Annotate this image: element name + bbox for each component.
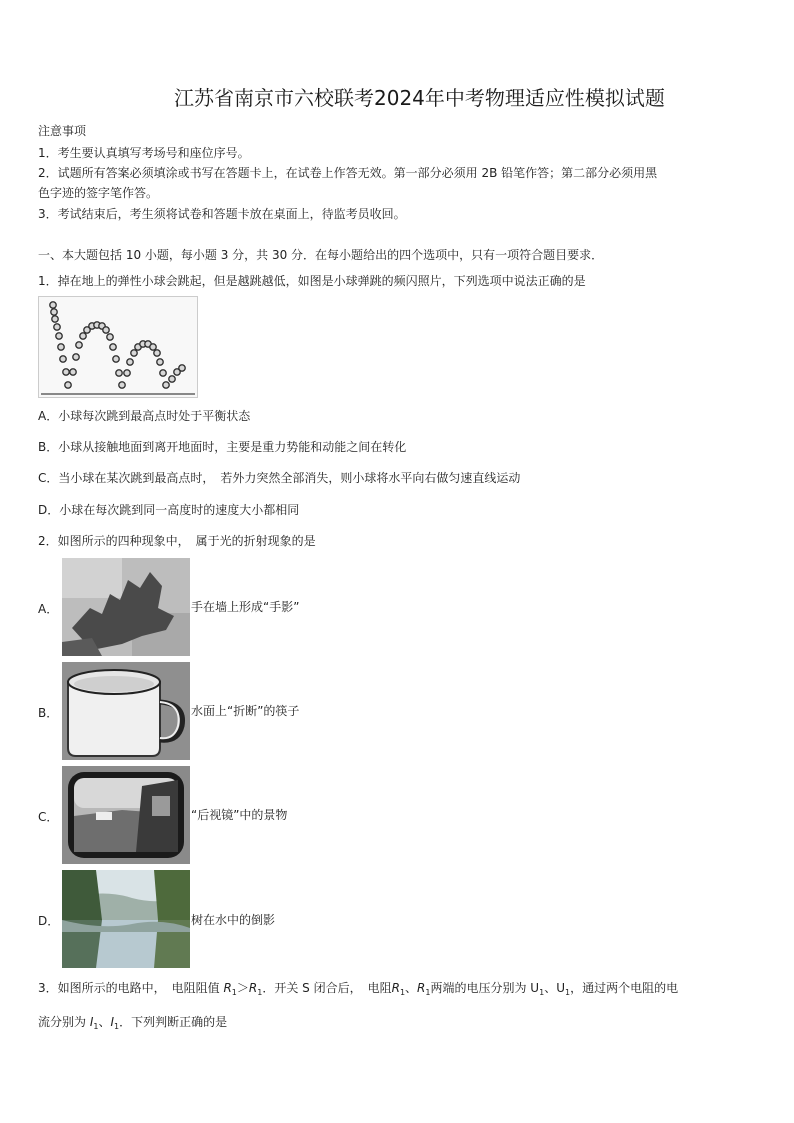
option-a: A．小球每次跳到最高点时处于平衡状态 <box>38 409 251 423</box>
section-heading: 一、本大题包括 10 小题，每小题 3 分，共 30 分．在每小题给出的四个选项中，只有一项符合题目要求． <box>38 248 604 262</box>
option-c-label: C． <box>38 810 59 824</box>
notice-item: 1．考生要认真填写考场号和座位序号。 <box>38 146 250 160</box>
hand-shadow-photo <box>62 558 190 656</box>
page-title: 江苏省南京市六校联考2024年中考物理适应性模拟试题 <box>174 86 665 110</box>
option-b-text: 水面上“折断”的筷子 <box>191 704 300 718</box>
tree-reflection-photo <box>62 870 190 968</box>
question-stem-3-cont: 流分别为 $I_1$、$I_1$．下列判断正确的是 <box>38 1015 228 1031</box>
notice-item: 色字迹的签字笔作答。 <box>38 186 159 200</box>
rearview-mirror-photo <box>62 766 190 864</box>
bouncing-ball-photo <box>38 296 198 398</box>
option-c: C．当小球在某次跳到最高点时， 若外力突然全部消失，则小球将水平向右做匀速直线运动 <box>38 471 521 485</box>
option-c-text: “后视镜”中的景物 <box>191 808 288 822</box>
question-stem-3: 3．如图所示的电路中， 电阻阻值 $R_1>R_1$．开关 S 闭合后， 电阻$R_1$、$R_1$两端的电压分别为 $U_1$、$U_1$，通过两个电阻的电 <box>38 981 679 997</box>
option-b-label: B． <box>38 706 59 720</box>
option-a-text: 手在墙上形成“手影” <box>191 600 300 614</box>
option-d-label: D． <box>38 914 60 928</box>
option-d-text: 树在水中的倒影 <box>191 913 276 927</box>
notice-item: 2．试题所有答案必须填涂或书写在答题卡上，在试卷上作答无效。第一部分必须用 2B 铅笔作答；第二部分必须用黑 <box>38 166 658 180</box>
option-a-label: A． <box>38 602 59 616</box>
notice-item: 3．考试结束后，考生须将试卷和答题卡放在桌面上，待监考员收回。 <box>38 207 406 221</box>
option-d: D．小球在每次跳到同一高度时的速度大小都相同 <box>38 503 300 517</box>
question-stem-2: 2．如图所示的四种现象中， 属于光的折射现象的是 <box>38 534 316 548</box>
question-stem-1: 1．掉在地上的弹性小球会跳起，但是越跳越低，如图是小球弹跳的频闪照片，下列选项中说法正确的是 <box>38 274 586 288</box>
option-b: B．小球从接触地面到离开地面时，主要是重力势能和动能之间在转化 <box>38 440 407 454</box>
cup-chopstick-photo <box>62 662 190 760</box>
notice-heading: 注意事项 <box>38 124 87 138</box>
